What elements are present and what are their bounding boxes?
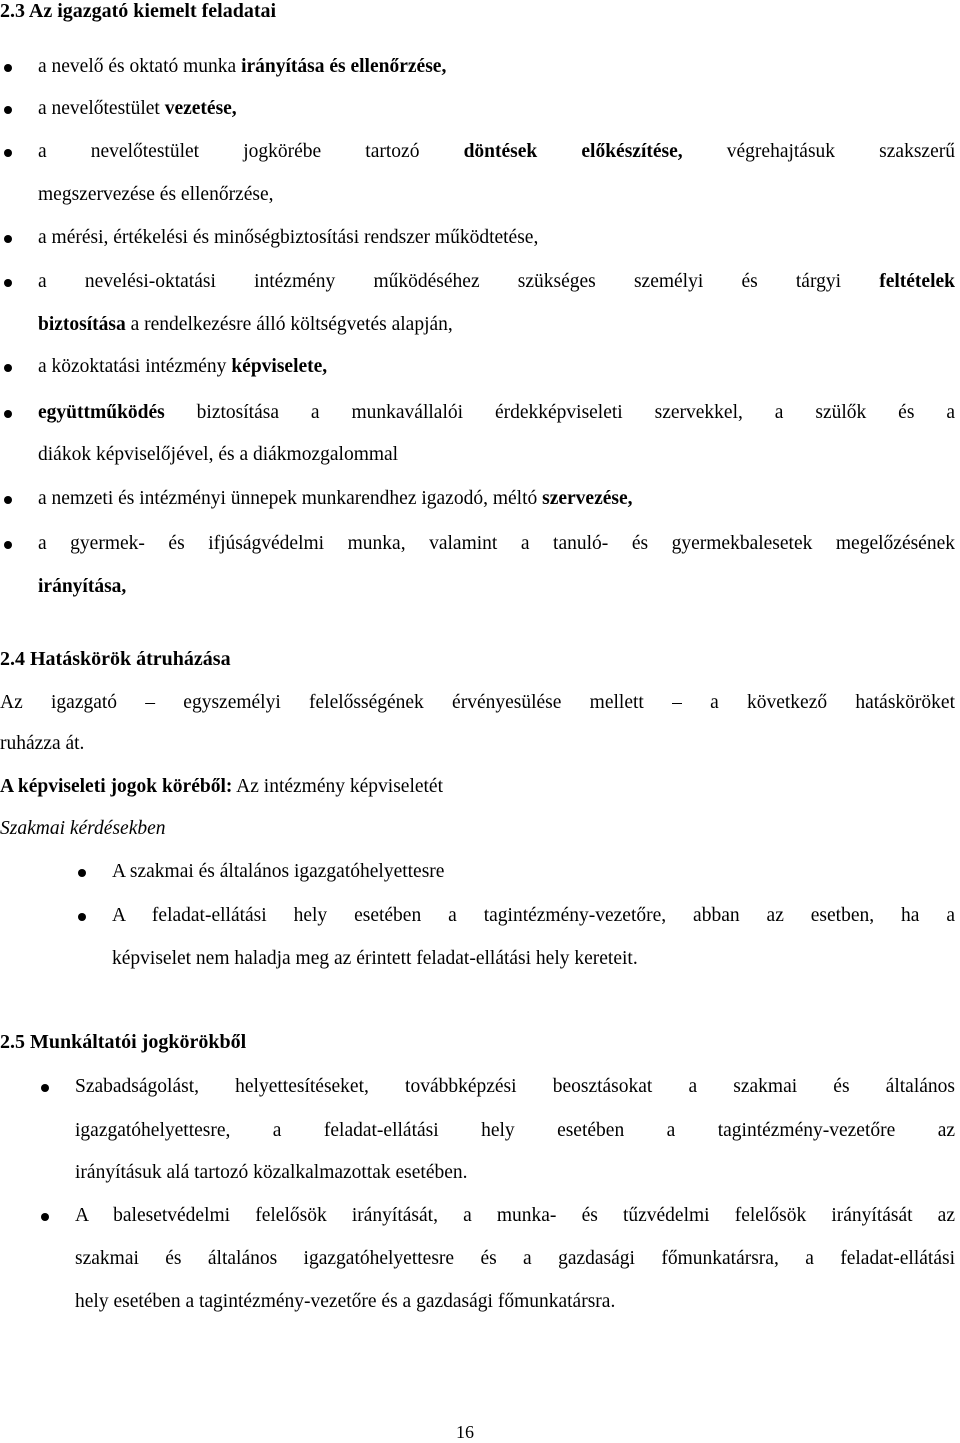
text-run: a közoktatási intézmény — [38, 356, 232, 377]
text-run: együttműködés — [38, 402, 165, 423]
bullet-icon — [4, 364, 12, 372]
list-item-line: Szabadságolást, helyettesítéseket, továbbképzési beosztásokat a szakmai és általános — [75, 1076, 955, 1097]
section-heading: 2.5 Munkáltatói jogkörökből — [0, 1031, 247, 1053]
bullet-icon — [4, 496, 12, 504]
text-run: megszervezése és ellenőrzése, — [38, 184, 274, 205]
text-run: a nevelési-oktatási intézmény működéséhez szükséges személyi és tárgyi — [38, 271, 880, 292]
text-run: a mérési, értékelési és minőségbiztosítási rendszer működtetése, — [38, 227, 539, 248]
bullet-icon — [78, 913, 86, 921]
bullet-icon — [41, 1213, 49, 1221]
text-run: biztosítása a munkavállalói érdekképviseleti szervekkel, a szülők és a — [164, 402, 955, 423]
text-run: feltételek — [879, 271, 955, 292]
list-item-line: A feladat-ellátási hely esetében a tagintézmény-vezetőre, abban az esetben, ha a — [112, 905, 955, 926]
list-item-line: A balesetvédelmi felelősök irányítását, a munka- és tűzvédelmi felelősök irányítását az — [75, 1205, 955, 1226]
list-item-line: irányításuk alá tartozó közalkalmazottak esetében. — [75, 1162, 468, 1183]
bullet-icon — [41, 1084, 49, 1092]
list-item-line — [38, 184, 955, 206]
list-item-line — [38, 227, 955, 249]
text-run: a nevelő és oktató munka — [38, 56, 242, 77]
list-item-line — [38, 56, 955, 78]
bullet-icon — [4, 410, 12, 418]
text-run: a gyermek- és ifjúságvédelmi munka, valamint a tanuló- és gyermekbalesetek megelőzésének — [38, 533, 955, 554]
bullet-icon — [78, 869, 86, 877]
text-run: vezetése, — [164, 98, 237, 119]
list-item-line — [38, 314, 955, 336]
text-run: a rendelkezésre álló költségvetés alapján, — [125, 314, 453, 335]
text-run: diákok képviselőjével, és a diákmozgalommal — [38, 444, 399, 465]
bullet-icon — [4, 279, 12, 287]
text-run: képviselete, — [231, 356, 328, 377]
bullet-icon — [4, 106, 12, 114]
text-run: a nemzeti és intézményi ünnepek munkarendhez igazodó, méltó — [38, 488, 543, 509]
text-run: szervezése, — [542, 488, 633, 509]
representation-text: Az intézmény képviseletét — [232, 776, 444, 797]
list-item-line — [38, 98, 955, 120]
representation-label: A képviseleti jogok köréből: — [0, 776, 233, 797]
text-run: a nevelőtestület jogkörébe tartozó — [38, 141, 464, 162]
list-item-line — [38, 141, 955, 163]
list-item-line — [38, 533, 955, 555]
list-item-line: szakmai és általános igazgatóhelyettesre és a gazdasági főmunkatársra, a feladat-ellátási — [75, 1248, 955, 1269]
text-run: döntések előkészítése, — [463, 141, 683, 162]
text-run: biztosítása — [38, 314, 126, 335]
text-run: végrehajtásuk szakszerű — [682, 141, 955, 162]
bullet-icon — [4, 541, 12, 549]
list-item-line: hely esetében a tagintézmény-vezetőre és a gazdasági főmunkatársra. — [75, 1291, 616, 1312]
list-item-line — [38, 356, 955, 378]
bullet-icon — [4, 64, 12, 72]
paragraph-line: ruházza át. — [0, 733, 85, 754]
section-heading: 2.4 Hatáskörök átruházása — [0, 648, 231, 670]
representation-line — [0, 776, 900, 798]
text-run: irányítása, — [38, 576, 127, 597]
paragraph-line: Az igazgató – egyszemélyi felelősségének érvényesülése mellett – a következő hatásköröket — [0, 692, 955, 713]
text-run: irányítása és ellenőrzése, — [241, 56, 447, 77]
list-item-line — [38, 488, 955, 510]
section-heading: 2.3 Az igazgató kiemelt feladatai — [0, 0, 277, 22]
list-item-line: képviselet nem haladja meg az érintett feladat-ellátási hely kereteit. — [112, 948, 638, 969]
text-run: a nevelőtestület — [38, 98, 165, 119]
bullet-icon — [4, 149, 12, 157]
italic-label: Szakmai kérdésekben — [0, 818, 166, 839]
list-item-line — [38, 271, 955, 293]
list-item-line: A szakmai és általános igazgatóhelyettesre — [112, 861, 445, 882]
list-item-line — [38, 402, 955, 424]
list-item-line — [38, 576, 955, 598]
page-number: 16 — [456, 1422, 474, 1442]
list-item-line: igazgatóhelyettesre, a feladat-ellátási hely esetében a tagintézmény-vezetőre az — [75, 1120, 955, 1141]
bullet-icon — [4, 235, 12, 243]
list-item-line — [38, 444, 955, 466]
